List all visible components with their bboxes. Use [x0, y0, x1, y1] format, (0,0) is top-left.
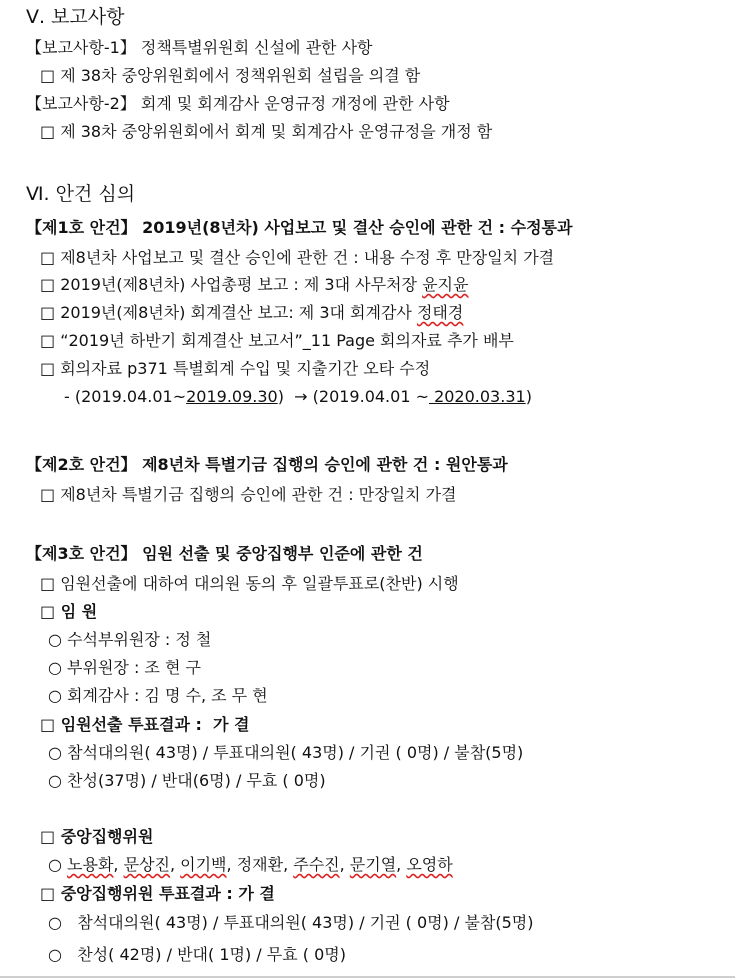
date-arrow: ) → (2019.04.01 ~ — [277, 387, 429, 406]
item-text: □ 2019년(제8년차) 회계결산 보고: 제 3대 회계감사 — [40, 303, 417, 322]
agenda-2-heading: 【제2호 안건】 제8년차 특별기금 집행의 승인에 관한 건 : 원안통과 — [26, 455, 508, 474]
date-close: ) — [525, 387, 532, 406]
agenda-1-item-2 — [40, 274, 468, 296]
date-from: - (2019.04.01~ — [64, 387, 187, 406]
person-name: 윤지윤 — [422, 275, 469, 294]
section-6-title: Ⅵ. 안건 심의 — [26, 183, 136, 205]
member-name: 문기열 — [349, 855, 397, 874]
agenda-3-item-1: □ 임원선출에 대하여 대의원 동의 후 일괄투표로(찬반) 시행 — [40, 574, 459, 593]
item-text: □ 2019년(제8년차) 사업총평 보고 : 제 3대 사무처장 — [40, 275, 423, 294]
date-new: 2020.03.31 — [428, 387, 526, 406]
officer-vote-heading: □ 임원선출 투표결과 : 가 결 — [40, 715, 250, 734]
exec-vote-result: ○ 찬성( 42명) / 반대( 1명) / 무효 ( 0명) — [48, 945, 346, 964]
agenda-1-heading: 【제1호 안건】 2019년(8년차) 사업보고 및 결산 승인에 관한 건 : 수정통과 — [26, 218, 573, 237]
person-name: 정태경 — [416, 303, 464, 322]
officer-vote-attendance: ○ 참석대의원( 43명) / 투표대의원( 43명) / 기권 ( 0명) / 불참(5명) — [48, 743, 524, 762]
member-name: 정재환 — [236, 855, 284, 874]
list-bullet: ○ — [48, 855, 68, 874]
exec-vote-attendance: ○ 참석대의원( 43명) / 투표대의원( 43명) / 기권 ( 0명) / 불참(5명) — [48, 913, 534, 932]
report-1-heading: 【보고사항-1】 정책특별위원회 신설에 관한 사항 — [26, 38, 373, 57]
agenda-3-heading: 【제3호 안건】 임원 선출 및 중앙집행부 인준에 관한 건 — [26, 544, 423, 563]
report-2-heading: 【보고사항-2】 회계 및 회계감사 운영규정 개정에 관한 사항 — [26, 94, 450, 113]
exec-committee-members: ○ 노용화, 문상진, 이기백, 정재환, 주수진, 문기열, 오영하 — [48, 855, 453, 874]
officer-2: ○ 부위원장 : 조 현 구 — [48, 658, 201, 677]
agenda-1-item-3 — [40, 302, 463, 324]
member-name: 오영하 — [406, 855, 453, 874]
agenda-1-item-5: □ 회의자료 p371 특별회계 수입 및 지출기간 오타 수정 — [40, 359, 431, 378]
exec-vote-heading: □ 중앙집행위원 투표결과 : 가 결 — [40, 884, 275, 903]
member-name: 노용화 — [67, 855, 114, 874]
agenda-1-item-1: □ 제8년차 사업보고 및 결산 승인에 관한 건 : 내용 수정 후 만장일치 가결 — [40, 248, 555, 267]
agenda-2-item-1: □ 제8년차 특별기금 집행의 승인에 관한 건 : 만장일치 가결 — [40, 485, 457, 504]
officer-vote-result: ○ 찬성(37명) / 반대(6명) / 무효 ( 0명) — [48, 771, 326, 790]
agenda-1-item-6 — [64, 386, 532, 408]
officer-1: ○ 수석부위원장 : 정 철 — [48, 630, 212, 649]
report-1-item: □ 제 38차 중앙위원회에서 정책위원회 설립을 의결 함 — [40, 66, 421, 85]
exec-committee-heading: □ 중앙집행위원 — [40, 827, 154, 846]
member-name: 이기백 — [180, 855, 227, 874]
member-name: 문상진 — [123, 855, 170, 874]
section-5-title: Ⅴ. 보고사항 — [26, 6, 125, 28]
member-name: 주수진 — [293, 855, 340, 874]
officer-3: ○ 회계감사 : 김 명 수, 조 무 현 — [48, 686, 268, 705]
report-2-item: □ 제 38차 중앙위원회에서 회계 및 회계감사 운영규정을 개정 함 — [40, 122, 493, 141]
officers-heading: □ 임 원 — [40, 602, 98, 621]
agenda-1-item-4: □ “2019년 하반기 회계결산 보고서”_11 Page 회의자료 추가 배부 — [40, 331, 514, 350]
date-old: 2019.09.30 — [186, 387, 278, 406]
